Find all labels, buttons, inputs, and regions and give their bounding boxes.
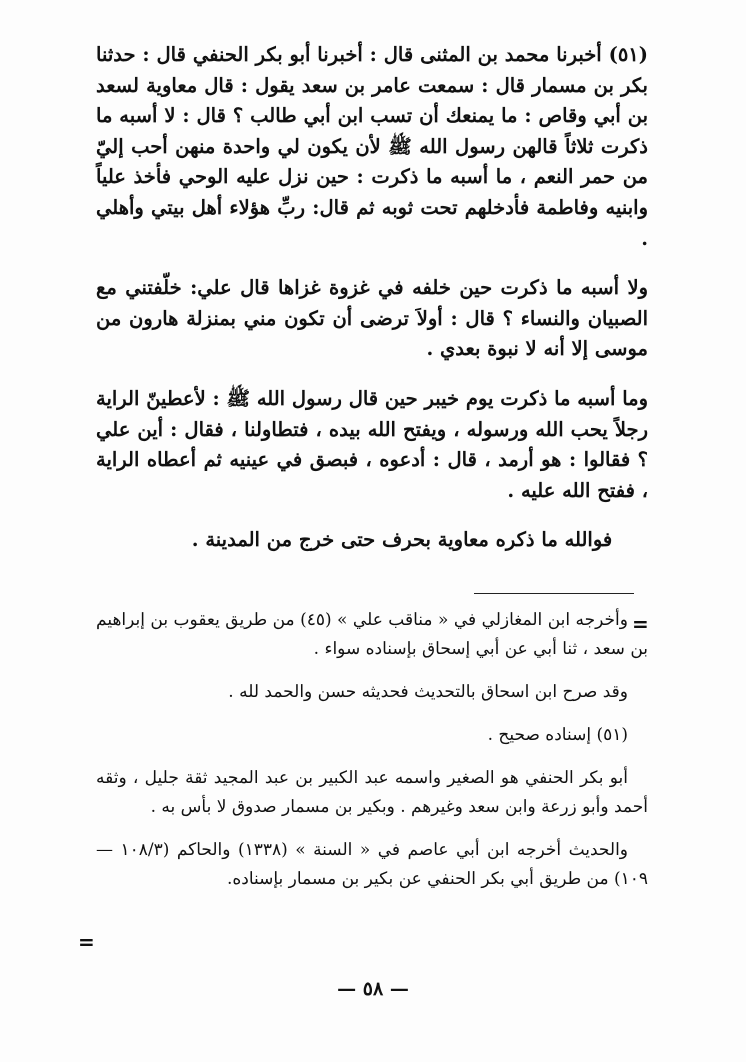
main-text — [96, 40, 648, 556]
paragraph-second-reason: ولا أسبه ما ذكرت حين خلفه في غزوة غزاها قال علي: خلّفتني مع الصبيان والنساء ؟ قال : أولاَ ترضى أن تكون مني بمنزلة هارون من موسى إلا أنه لا نبوة بعدي . — [96, 276, 648, 361]
footnote-text: وأخرجه ابن المغازلي في « مناقب علي » (٤٥) من طريق يعقوب بن إبراهيم بن سعد ، ثنا أبي عن أبي إسحاق بإسناده سواء . — [96, 610, 648, 659]
footnote-text: والحديث أخرجه ابن أبي عاصم في « السنة » (١٣٣٨) والحاكم (١٠٨/٣ — ١٠٩) من طريق أبي بكر الحنفي عن بكير بن مسمار بإسناده. — [96, 840, 648, 889]
paragraph-hadith-51: (٥١) أخبرنا محمد بن المثنى قال : أخبرنا أبو بكر الحنفي قال : حدثنا بكر بن مسمار قال : سمعت عامر بن سعد يقول : قال معاوية لسعد بن أبي وقاص : ما يمنعك أن تسب ابن أبي طالب ؟ قال : لا أسبه ما ذكرت ثلاثاً قالهن رسول الله ﷺ لأن يكون لي واحدة منهن أحب إليّ من حمر النعم ، ما أسبه ما ذكرت : حين نزل عليه الوحي فأخذ علياً وابنيه وفاطمة فأدخلهم تحت ثوبه ثم قال: ربِّ هؤلاء أهل بيتي وأهلي . — [96, 43, 648, 250]
footnote-item — [96, 678, 648, 707]
end-mark: = — [78, 930, 95, 954]
closing-line: فوالله ما ذكره معاوية بحرف حتى خرج من المدينة . — [191, 528, 613, 552]
footnote-item — [96, 606, 648, 664]
footnotes — [96, 606, 648, 894]
footnote-divider — [474, 593, 634, 594]
footnote-item — [96, 721, 648, 750]
footnote-text: (٥١) إسناده صحيح . — [487, 725, 628, 745]
footnote-text: وقد صرح ابن اسحاق بالتحديث فحديثه حسن والحمد لله . — [228, 682, 628, 702]
footnote-text: أبو بكر الحنفي هو الصغير واسمه عبد الكبير بن عبد المجيد ثقة جليل ، وثقه أحمد وأبو زرعة وابن سعد وغيرهم . وبكير بن مسمار صدوق لا بأس به . — [96, 768, 648, 817]
paragraph-third-reason: وما أسبه ما ذكرت يوم خيبر حين قال رسول الله ﷺ : لأعطينّ الراية رجلاً يحب الله ورسوله ، ويفتح الله بيده ، فتطاولنا ، فقال : أين علي ؟ فقالوا : هو أرمد ، قال : أدعوه ، فبصق في عينيه ثم أعطاه الراية ، ففتح الله عليه . — [96, 386, 648, 502]
page-number: — ٥٨ — — [337, 978, 409, 1000]
footnote-item — [96, 764, 648, 822]
footnote-item — [96, 836, 648, 894]
continuation-mark: = — [632, 612, 649, 636]
